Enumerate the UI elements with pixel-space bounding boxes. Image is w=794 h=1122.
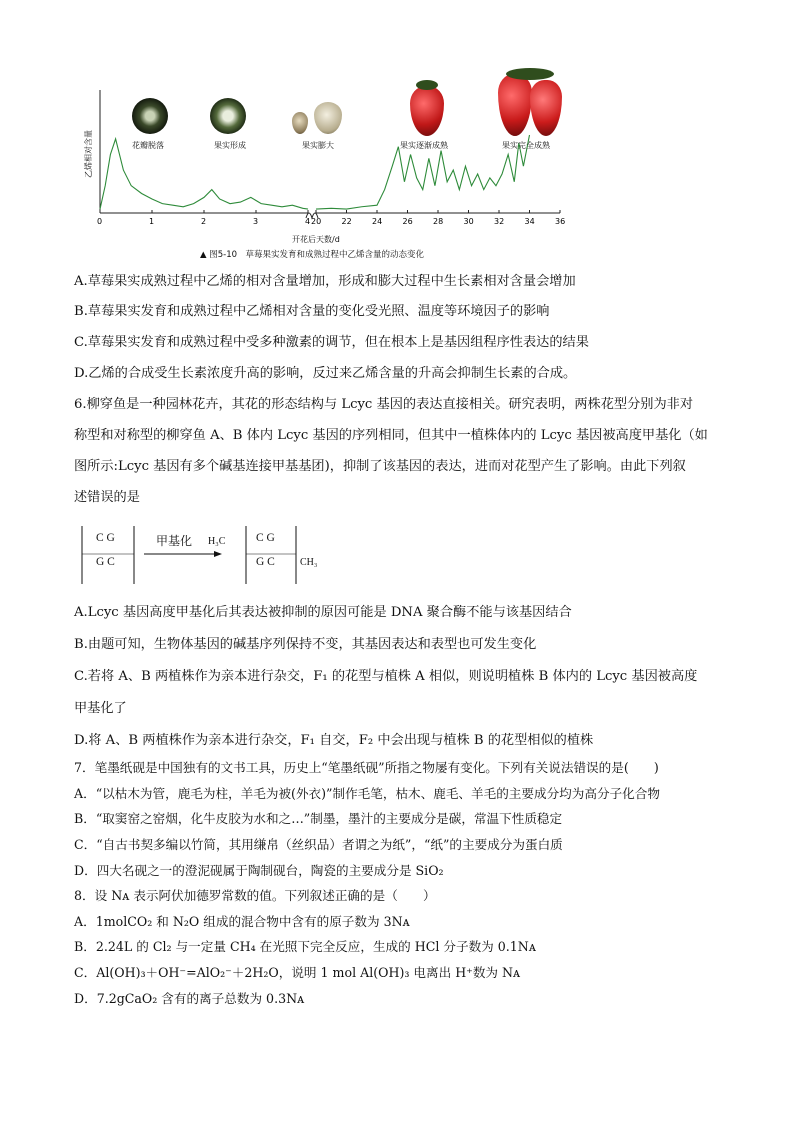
q5-option-b: B.草莓果实发育和成熟过程中乙烯相对含量的变化受光照、温度等环境因子的影响 [74,304,550,319]
tick-label-right-0: 20 [311,217,322,226]
methylation-arrow-label: 甲基化 [156,534,193,548]
tick-label-right-3: 26 [402,217,413,226]
y-axis-label: 乙烯相对含量 [84,130,93,178]
stage-label-ripening: 果实逐渐成熟 [400,141,448,150]
stage-label-petal-fall: 花瓣脱落 [132,141,164,150]
ticks-right [311,210,565,226]
tick-label-right-8: 36 [555,217,566,226]
right-pair-bottom: G C [256,556,275,568]
methyl-group-left: H₃C [208,536,226,547]
q7-option-a: A．“以枯木为管，鹿毛为柱，羊毛为被(外衣)”制作毛笔，枯木、鹿毛、羊毛的主要成分均为高分子化合物 [74,786,660,801]
ripening-strawberry-leaf-icon [416,80,438,90]
q8-option-b: B．2.24L 的 Cl₂ 与一定量 CH₄ 在光照下完全反应，生成的 HCl 分子数为 0.1Nᴀ [74,939,536,954]
tick-label-right-2: 24 [372,217,383,226]
q8-option-a: A．1molCO₂ 和 N₂O 组成的混合物中含有的原子数为 3Nᴀ [74,914,410,929]
tick-label-left-1: 1 [149,217,155,226]
q6-stem-line-2: 称型和对称型的柳穿鱼 A、B 体内 Lcyc 基因的序列相同，但其中一植株体内的 Lcyc 基因被高度甲基化（如 [74,428,708,443]
left-pair-bottom: G C [96,556,115,568]
q7-option-d: D．四大名砚之一的澄泥砚属于陶制砚台，陶瓷的主要成分是 SiO₂ [74,863,444,878]
tick-label-left-2: 2 [201,217,207,226]
q6-stem-line-3: 图所示:Lcyc 基因有多个碱基连接甲基基团)，抑制了该基因的表达，进而对花型产生了影响。由此下列叙 [74,459,686,474]
tick-label-left-3: 3 [253,217,259,226]
methyl-group-right: CH₃ [300,557,318,568]
stage-label-fully-ripe: 果实完全成熟 [502,141,550,150]
stage-label-fruit-forming: 果实形成 [214,141,246,150]
x-axis-label: 开花后天数/d [292,235,340,244]
q7-stem: 7．笔墨纸砚是中国独有的文书工具，历史上“笔墨纸砚”所指之物屡有变化。下列有关说法错误的是( ) [74,760,659,775]
methylation-diagram-lines [74,524,374,588]
petal-fall-photo [132,98,168,134]
q8-option-c: C．Al(OH)₃＋OH⁻=AlO₂⁻＋2H₂O，说明 1 mol Al(OH)₃ 电离出 H⁺数为 Nᴀ [74,965,521,980]
q7-option-c: C．“自古书契多编以竹简，其用缣帛（丝织品）者谓之为纸”，“纸”的主要成分为蛋白质 [74,837,563,852]
q6-option-c: C.若将 A、B 两植株作为亲本进行杂交，F₁ 的花型与植株 A 相似，则说明植株 B 体内的 Lcyc 基因被高度 [74,669,698,684]
caption-triangle-icon: ▲ [200,250,207,260]
q5-option-a: A.草莓果实成熟过程中乙烯的相对含量增加，形成和膨大过程中生长素相对含量会增加 [74,274,576,289]
tick-label-left-0: 0 [97,217,103,226]
q6-option-c-cont: 甲基化了 [74,701,127,716]
left-pair-top: C G [96,532,115,544]
q5-option-d: D.乙烯的合成受生长素浓度升高的影响，反过来乙烯含量的升高会抑制生长素的合成。 [74,366,577,381]
q6-stem-line-4: 述错误的是 [74,490,140,505]
fruit-forming-photo [210,98,246,134]
tick-label-right-5: 30 [463,217,474,226]
q6-option-b: B.由题可知，生物体基因的碱基序列保持不变，其基因表达和表型也可发生变化 [74,637,537,652]
tick-label-right-4: 28 [433,217,444,226]
q8-option-d: D．7.2gCaO₂ 含有的离子总数为 0.3Nᴀ [74,991,305,1006]
chart-svg [70,60,570,270]
ticks-left [97,210,310,226]
right-pair-top: C G [256,532,275,544]
ethylene-chart [70,60,570,270]
q6-option-a: A.Lcyc 基因高度甲基化后其表达被抑制的原因可能是 DNA 聚合酶不能与该基因结合 [74,605,572,620]
caption-text: 图5-10 草莓果实发育和成熟过程中乙烯含量的动态变化 [209,250,425,260]
figure-caption [200,248,424,260]
q8-stem: 8．设 Nᴀ 表示阿伏加德罗常数的值。下列叙述正确的是（ ） [74,888,436,903]
tick-label-left-4: 4 [305,217,311,226]
tick-label-right-1: 22 [341,217,352,226]
ripe-strawberry-leaf-icon [506,68,554,80]
q7-option-b: B．“取窦窑之窑烟，化牛皮胶为水和之…”制墨，墨汁的主要成分是碳，常温下性质稳定 [74,811,563,826]
tick-label-right-7: 34 [524,217,535,226]
stage-label-fruit-enlarging: 果实膨大 [302,141,334,150]
methylation-diagram [74,524,374,588]
q6-option-d: D.将 A、B 两植株作为亲本进行杂交，F₁ 自交，F₂ 中会出现与植株 B 的花型相似的植株 [74,733,594,748]
q5-option-c: C.草莓果实发育和成熟过程中受多种激素的调节，但在根本上是基因组程序性表达的结果 [74,335,589,350]
q6-stem-line-1: 6.柳穿鱼是一种园林花卉，其花的形态结构与 Lcyc 基因的表达直接相关。研究表明，两株花型分别为非对 [74,397,694,412]
tick-label-right-6: 32 [494,217,505,226]
